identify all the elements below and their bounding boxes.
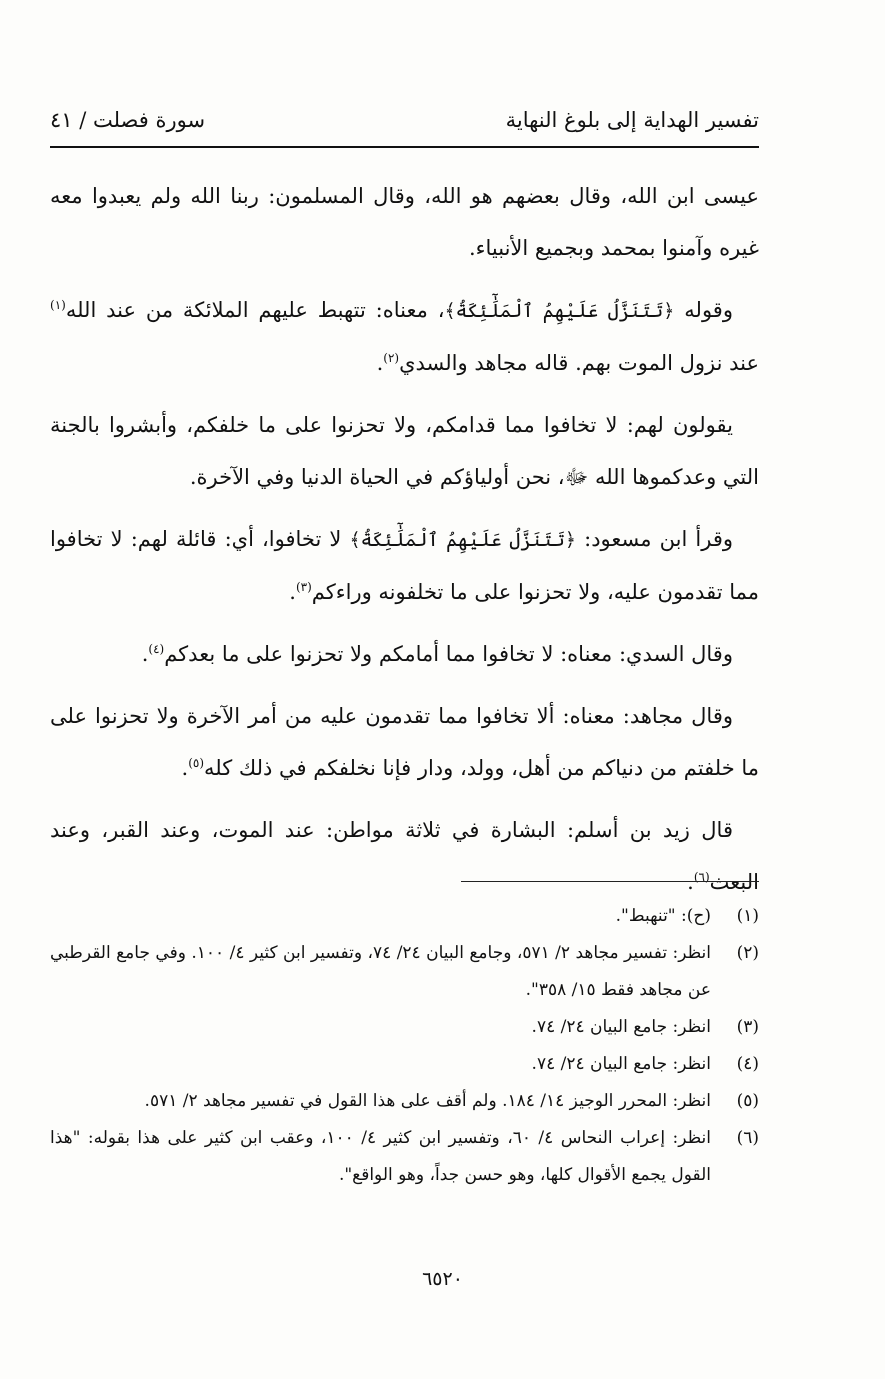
paragraph-3: يقولون لهم: لا تخافوا مما قدامكم، ولا تحزنوا على ما خلفكم، وأبشروا بالجنة التي وعدكموها الله ﷻ، نحن أولياؤكم في الحياة الدنيا وفي الآخرة. xyxy=(50,413,759,489)
quran-verse: ﴿تَتَنَزَّلُ عَلَيْهِمُ ٱلْمَلَٰٓئِكَةُ﴾ xyxy=(444,300,675,322)
footnotes xyxy=(50,898,759,1194)
footnote-2: (٢) انظر: تفسير مجاهد ٢/ ٥٧١، وجامع البيان ٢٤/ ٧٤، وتفسير ابن كثير ٤/ ١٠٠. وفي جامع القرطبي عن مجاهد فقط ١٥/ ٣٥٨". xyxy=(50,943,759,1000)
main-text xyxy=(50,170,759,918)
footnote-3: (٣) انظر: جامع البيان ٢٤/ ٧٤. xyxy=(531,1017,759,1037)
paragraph-2: وقوله ﴿تَتَنَزَّلُ عَلَيْهِمُ ٱلْمَلَٰٓئِكَةُ﴾، معناه: تتهبط عليهم الملائكة من عند الله$^{(١)}$ عند نزول الموت بهم. قاله مجاهد والسدي$^{(٢)}$. xyxy=(50,298,759,375)
header-divider xyxy=(50,146,759,148)
footnote-1: (١) (ح): "تنهبط". xyxy=(615,906,759,926)
paragraph-5: وقال السدي: معناه: لا تخافوا مما أمامكم ولا تحزنوا على ما بعدكم$^{(٤)}$. xyxy=(141,642,733,666)
running-header xyxy=(50,100,759,140)
paragraph-6: وقال مجاهد: معناه: ألا تخافوا مما تقدمون عليه من أمر الآخرة ولا تحزنوا على ما خلفتم من دنياكم من أهل، وولد، ودار فإنا نخلفكم في ذلك كله$^{(٥)}$. xyxy=(50,704,759,780)
footnote-5: (٥) انظر: المحرر الوجيز ١٤/ ١٨٤. ولم أقف على هذا القول في تفسير مجاهد ٢/ ٥٧١. xyxy=(144,1091,759,1111)
footnote-marker[interactable]: (٢) xyxy=(383,351,400,365)
footnote-divider xyxy=(461,881,759,882)
quran-verse: ﴿تَتَنَزَّلُ عَلَيْهِمُ ٱلْمَلَٰٓئِكَةُ﴾ xyxy=(349,529,577,551)
footnote-4: (٤) انظر: جامع البيان ٢٤/ ٧٤. xyxy=(531,1054,759,1074)
footnote-marker[interactable]: (١) xyxy=(50,298,66,312)
footnote-6: (٦) انظر: إعراب النحاس ٤/ ٦٠، وتفسير ابن كثير ٤/ ١٠٠، وعقب ابن كثير على هذا بقوله: "هذا القول يجمع الأقوال كلها، وهو حسن جداً، وهو الواقع". xyxy=(50,1128,759,1185)
footnote-marker[interactable]: (٣) xyxy=(295,580,312,594)
book-title: تفسير الهداية إلى بلوغ النهاية xyxy=(505,108,759,132)
surah-reference: سورة فصلت / ٤١ xyxy=(50,108,206,132)
paragraph-7: قال زيد بن أسلم: البشارة في ثلاثة مواطن: عند الموت، وعند القبر، وعند البعث$^{(٦)}$. xyxy=(50,818,759,894)
paragraph-1: عيسى ابن الله، وقال بعضهم هو الله، وقال المسلمون: ربنا الله ولم يعبدوا معه غيره وآمنوا بمحمد وبجميع الأنبياء. xyxy=(50,184,759,260)
footnote-marker[interactable]: (٦) xyxy=(693,870,710,884)
page-number: ٦٥٢٠ xyxy=(422,1268,463,1290)
footnote-marker[interactable]: (٤) xyxy=(148,642,165,656)
paragraph-4: وقرأ ابن مسعود: ﴿تَتَنَزَّلُ عَلَيْهِمُ ٱلْمَلَٰٓئِكَةُ﴾ لا تخافوا، أي: قائلة لهم: لا تخافوا مما تقدمون عليه، ولا تحزنوا على ما تخلفونه وراءكم$^{(٣)}$. xyxy=(50,527,759,604)
footnote-marker[interactable]: (٥) xyxy=(188,756,205,770)
